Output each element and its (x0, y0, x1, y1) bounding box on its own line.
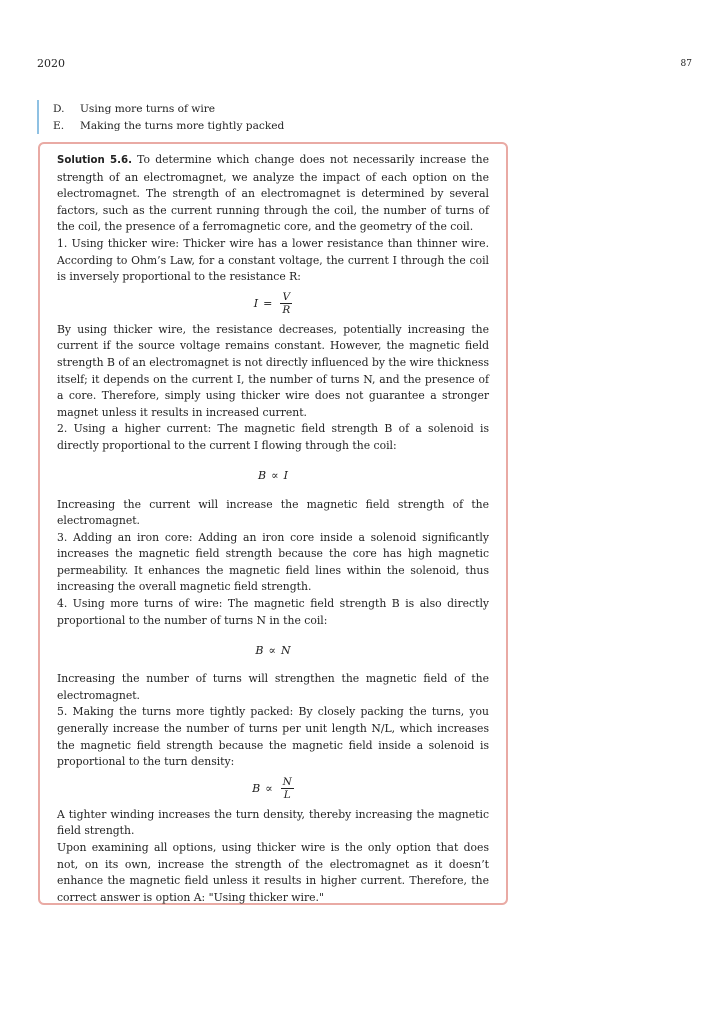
solution-heading: Solution 5.6. (57, 155, 132, 166)
option-letter: E. (53, 119, 65, 132)
equation-b-prop-i (57, 455, 489, 497)
point-5: 5. Making the turns more tightly packed: By closely packing the turns, you generally increase the number of turns per unit length N/L, which increases the magnetic field strength because the magnetic field inside a solenoid is proportional to the turn density: (57, 705, 489, 769)
point-4: 4. Using more turns of wire: The magnetic field strength B is also directly proportional to the number of turns N in the coil: (57, 597, 489, 627)
eq-relation: ∝ (265, 782, 273, 796)
option-accent-bar (37, 100, 39, 117)
point-1-discussion: By using thicker wire, the resistance decreases, potentially increasing the current if the source voltage remains constant. However, the magnetic field strength B of an electromagnet is not directly influenced by the wire thickness itself; it depends on the current I, the number of turns N, and the presence of a core. Therefore, simply using thicker wire does not guarantee a stronger magnet unless it results in increased current. (57, 322, 489, 419)
eq-rhs: I (283, 469, 288, 482)
option-text: Using more turns of wire (80, 102, 216, 115)
eq-fraction (281, 776, 294, 801)
option-accent-bar (37, 117, 39, 134)
option-text: Making the turns more tightly packed (80, 119, 285, 132)
page-number: 87 (680, 59, 692, 69)
solution-intro (57, 152, 489, 236)
point-4-discussion: Increasing the number of turns will strengthen the magnetic field of the electromagnet. (57, 672, 489, 702)
point-1: 1. Using thicker wire: Thicker wire has a lower resistance than thinner wire. According to Ohm’s Law, for a constant voltage, the current I through the coil is inversely proportional to the resistance R: (57, 236, 489, 284)
answer-options (37, 100, 507, 134)
point-3: 3. Adding an iron core: Adding an iron core inside a solenoid significantly increases the magnetic field strength because the core has high magnetic permeability. It enhances the magnetic field lines within the solenoid, thus increasing the overall magnetic field strength. (57, 530, 489, 594)
equation-b-prop-n-over-l (57, 771, 489, 807)
option-letter: D. (53, 102, 65, 115)
point-2: 2. Using a higher current: The magnetic field strength B of a solenoid is directly proportional to the current I flowing through the coil: (57, 422, 489, 452)
option-d (37, 100, 507, 117)
point-2-discussion: Increasing the current will increase the magnetic field strength of the electromagnet. (57, 497, 489, 528)
point-5-discussion: A tighter winding increases the turn density, thereby increasing the magnetic field strength. (57, 807, 489, 838)
conclusion: Upon examining all options, using thicker wire is the only option that does not, on its own, increase the strength of the electromagnet as it doesn’t enhance the magnetic field unless it results in higher current. Therefore, the correct answer is option A: "Using thicker wire." (57, 841, 489, 904)
option-e (37, 117, 507, 134)
eq-lhs: B (255, 643, 264, 657)
eq-relation: ∝ (271, 469, 279, 482)
eq-relation: = (263, 297, 273, 311)
eq-relation: ∝ (268, 643, 276, 657)
eq-numerator: N (282, 776, 292, 789)
eq-denominator: R (282, 304, 291, 317)
equation-ohms-law (57, 286, 489, 322)
intro-text: To determine which change does not necessarily increase the strength of an electromagnet, we analyze the impact of each option on the electromagnet. The strength of an electromagnet is determined by several factors, such as the current running through the coil, the number of turns of the coil, the presence of a ferromagnetic core, and the geometry of the coil. (57, 153, 489, 234)
solution-box (38, 142, 508, 905)
eq-rhs: N (280, 643, 291, 657)
eq-lhs: I (253, 297, 259, 311)
equation-b-prop-n (57, 629, 489, 671)
header-year: 2020 (37, 57, 65, 70)
eq-lhs: B (252, 782, 261, 796)
eq-fraction (280, 291, 292, 316)
eq-numerator: V (282, 291, 291, 304)
eq-lhs: B (258, 469, 267, 482)
eq-denominator: L (283, 789, 291, 802)
